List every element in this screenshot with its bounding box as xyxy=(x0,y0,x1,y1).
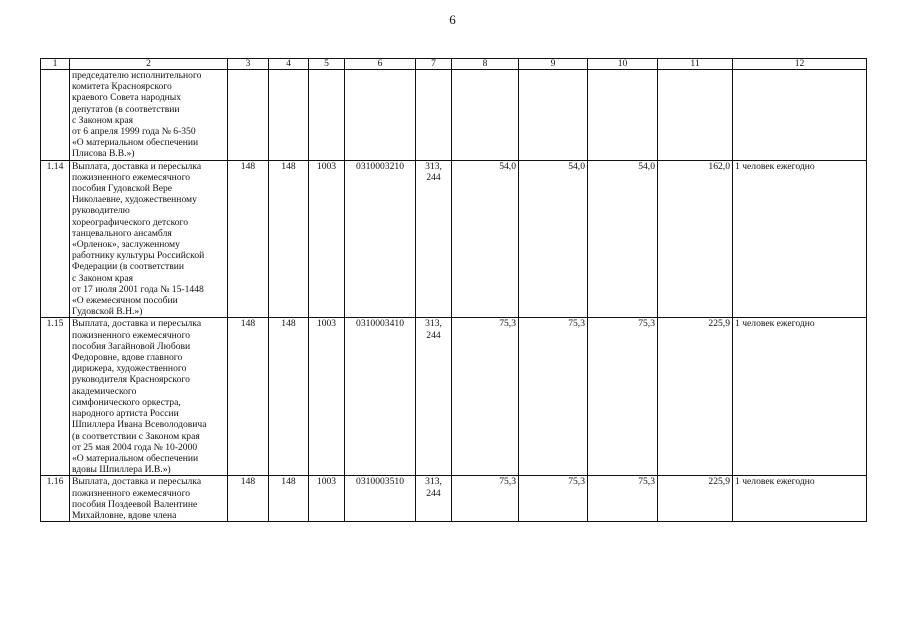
column-header: 5 xyxy=(309,59,345,70)
row-index: 1.14 xyxy=(41,160,70,318)
cell-col5: 1003 xyxy=(309,476,345,522)
cell-col12: 1 человек ежегодно xyxy=(733,160,867,318)
cell-col8: 75,3 xyxy=(452,476,519,522)
page-number: 6 xyxy=(449,12,456,27)
row-description: Выплата, доставка и пересылка пожизненного ежемесячного пособия Гудовской Вере Николаевне, художественному руководителю хореографического детского танцевального ансамбля «Орленок», заслуженному работнику культуры Российской Федерации (в соответствии с Законом края от 17 июля 2001 года № 15-1448 «О ежемесячном пособии Гудовской В.Н.») xyxy=(70,160,228,318)
cell-col11: 225,9 xyxy=(658,476,733,522)
column-header: 7 xyxy=(416,59,452,70)
cell-col4 xyxy=(269,70,309,161)
cell-col12: 1 человек ежегодно xyxy=(733,476,867,522)
cell-col4: 148 xyxy=(269,476,309,522)
column-header: 11 xyxy=(658,59,733,70)
column-header: 8 xyxy=(452,59,519,70)
cell-col10: 75,3 xyxy=(588,476,658,522)
cell-col11: 225,9 xyxy=(658,318,733,476)
cell-col10: 54,0 xyxy=(588,160,658,318)
table-row xyxy=(41,476,867,522)
column-header: 6 xyxy=(345,59,416,70)
cell-col4: 148 xyxy=(269,318,309,476)
row-description: Выплата, доставка и пересылка пожизненного ежемесячного пособия Загайновой Любови Федоровне, вдове главного дирижера, художественного руководителя Красноярского академического симфонического оркестра, народного артиста России Шпиллера Ивана Всеволодовича (в соответствии с Законом края от 25 мая 2004 года № 10-2000 «О материальном обеспечении вдовы Шпиллера И.В.») xyxy=(70,318,228,476)
cell-col12: 1 человек ежегодно xyxy=(733,318,867,476)
cell-col7: 313, 244 xyxy=(416,318,452,476)
column-header: 10 xyxy=(588,59,658,70)
cell-col9 xyxy=(519,70,588,161)
cell-col9: 75,3 xyxy=(519,318,588,476)
cell-col4: 148 xyxy=(269,160,309,318)
table-row xyxy=(41,70,867,161)
cell-col8: 54,0 xyxy=(452,160,519,318)
row-description: Выплата, доставка и пересылка пожизненного ежемесячного пособия Поздеевой Валентине Михайловне, вдове члена xyxy=(70,476,228,522)
cell-col7 xyxy=(416,70,452,161)
cell-col6: 0310003410 xyxy=(345,318,416,476)
table-row xyxy=(41,160,867,318)
cell-col5 xyxy=(309,70,345,161)
cell-col8 xyxy=(452,70,519,161)
column-header: 1 xyxy=(41,59,70,70)
cell-col5: 1003 xyxy=(309,318,345,476)
row-index: 1.15 xyxy=(41,318,70,476)
column-header: 9 xyxy=(519,59,588,70)
cell-col3: 148 xyxy=(228,318,269,476)
column-header: 2 xyxy=(70,59,228,70)
column-header: 3 xyxy=(228,59,269,70)
row-index: 1.16 xyxy=(41,476,70,522)
cell-col7: 313, 244 xyxy=(416,476,452,522)
cell-col11 xyxy=(658,70,733,161)
cell-col11: 162,0 xyxy=(658,160,733,318)
header-row xyxy=(41,59,867,70)
cell-col10 xyxy=(588,70,658,161)
cell-col10: 75,3 xyxy=(588,318,658,476)
budget-table xyxy=(40,58,867,522)
column-header: 12 xyxy=(733,59,867,70)
cell-col3: 148 xyxy=(228,476,269,522)
row-index xyxy=(41,70,70,161)
cell-col5: 1003 xyxy=(309,160,345,318)
column-header: 4 xyxy=(269,59,309,70)
cell-col3: 148 xyxy=(228,160,269,318)
cell-col6: 0310003210 xyxy=(345,160,416,318)
table-row xyxy=(41,318,867,476)
cell-col8: 75,3 xyxy=(452,318,519,476)
cell-col9: 54,0 xyxy=(519,160,588,318)
cell-col6 xyxy=(345,70,416,161)
cell-col6: 0310003510 xyxy=(345,476,416,522)
cell-col3 xyxy=(228,70,269,161)
cell-col12 xyxy=(733,70,867,161)
cell-col7: 313, 244 xyxy=(416,160,452,318)
row-description: председателю исполнительного комитета Красноярского краевого Совета народных депутатов (в соответствии с Законом края от 6 апреля 1999 года № 6-350 «О материальном обеспечении Плисова В.В.») xyxy=(70,70,228,161)
cell-col9: 75,3 xyxy=(519,476,588,522)
